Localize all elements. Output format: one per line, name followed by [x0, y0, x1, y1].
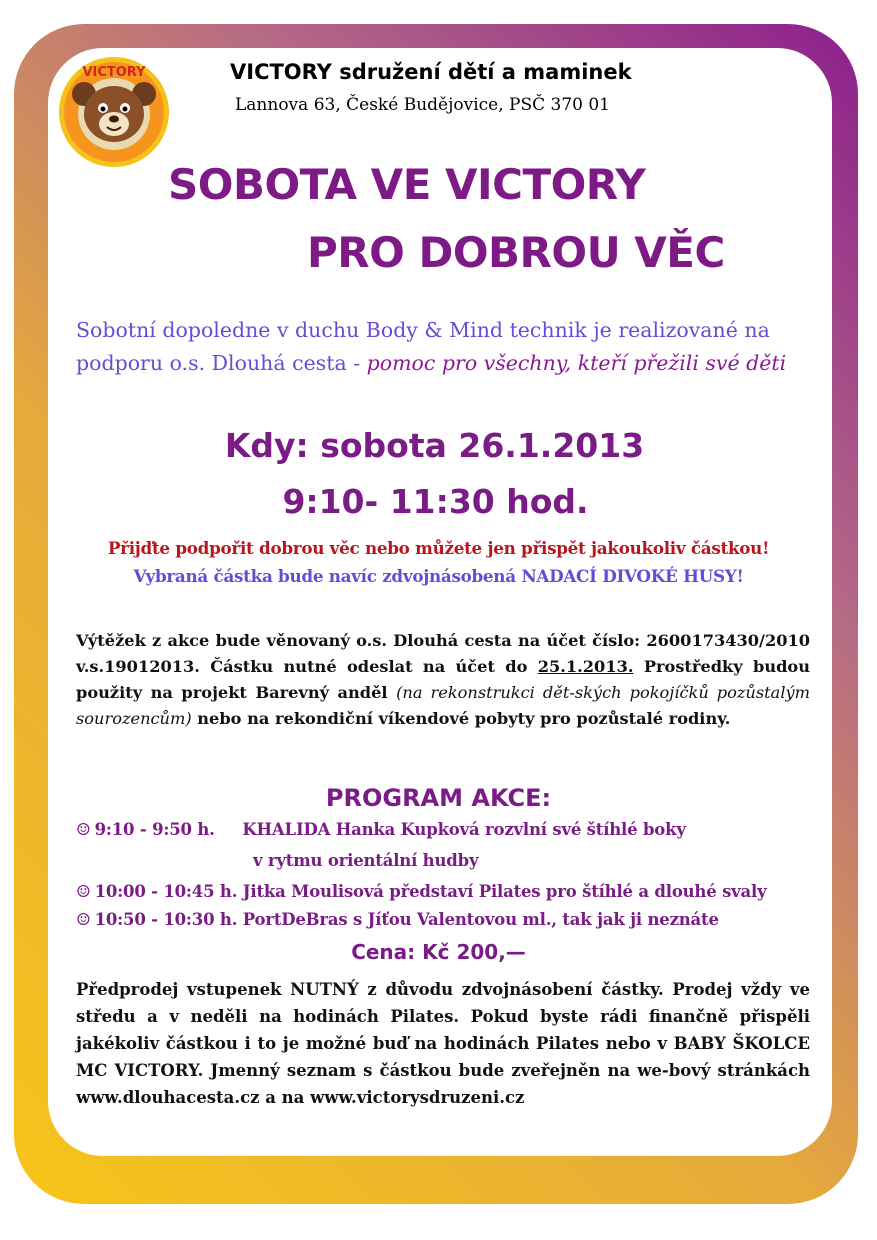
event-title-line2: PRO DOBROU VĚC: [307, 228, 725, 277]
smiley-icon: ☺: [76, 820, 91, 839]
smiley-icon: ☺: [76, 882, 91, 901]
proceeds-text-2: Prostředky budou použity na projekt Barevný anděl: [76, 657, 810, 702]
support-appeal: Přijďte podpořit dobrou věc nebo můžete jen přispět jakoukoliv částkou!: [107, 538, 770, 558]
proceeds-text-1: Výtěžek z akce bude věnovaný o.s. Dlouhá cesta na účet číslo: 2600173430/2010 v.s.19012013. Částku nutné odeslat na účet do: [76, 631, 810, 676]
program-item: [76, 882, 767, 901]
program-item-continuation: v rytmu orientální hudby: [253, 851, 479, 870]
ticket-price: Cena: Kč 200,—: [351, 940, 526, 964]
smiley-icon: ☺: [76, 910, 91, 929]
program-item: [76, 820, 686, 839]
event-title-line1: SOBOTA VE VICTORY: [168, 160, 646, 209]
proceeds-text-3: nebo na rekondiční víkendové pobyty pro pozůstalé rodiny.: [191, 709, 731, 728]
victory-bear-logo: [58, 56, 170, 168]
event-date: Kdy: sobota 26.1.2013: [224, 426, 645, 465]
program-item-text: 9:10 - 9:50 h. KHALIDA Hanka Kupková rozvlní své štíhlé boky: [94, 820, 686, 839]
svg-text:VICTORY: VICTORY: [82, 65, 146, 80]
intro-paragraph: [76, 314, 816, 380]
program-item-text: 10:00 - 10:45 h. Jitka Moulisová představí Pilates pro štíhlé a dlouhé svaly: [94, 882, 767, 901]
program-item: [76, 910, 719, 929]
proceeds-deadline: 25.1.2013.: [537, 657, 634, 676]
intro-text: Sobotní dopoledne v duchu Body & Mind technik je realizované na podporu o.s. Dlouhá cesta -: [76, 318, 770, 375]
organization-name: VICTORY sdružení dětí a maminek: [230, 60, 632, 84]
matching-note: Vybraná částka bude navíc zdvojnásobená NADACÍ DIVOKÉ HUSY!: [133, 566, 744, 586]
proceeds-paragraph: [76, 628, 810, 732]
event-time: 9:10- 11:30 hod.: [282, 482, 589, 521]
organization-address: Lannova 63, České Budějovice, PSČ 370 01: [235, 95, 610, 115]
program-item-text: 10:50 - 10:30 h. PortDeBras s Jíťou Valentovou ml., tak jak ji neznáte: [94, 910, 719, 929]
intro-emphasis: pomoc pro všechny, kteří přežili své děti: [366, 351, 787, 375]
presale-paragraph: Předprodej vstupenek NUTNÝ z důvodu zdvojnásobení částky. Prodej vždy ve středu a v neděli na hodinách Pilates. Pokud byste rádi finančně přispěli jakékoliv částkou i to je možné buď na hodinách Pilates nebo v BABY ŠKOLCE MC VICTORY. Jmenný seznam s částkou bude zveřejněn na we-bový stránkách www.dlouhacesta.cz a na www.victorysdruzeni.cz: [76, 980, 810, 1107]
program-title: PROGRAM AKCE:: [325, 784, 552, 812]
proceeds-italic: (na rekonstrukci dět-ských pokojíčků pozůstalým sourozencům): [76, 683, 810, 728]
